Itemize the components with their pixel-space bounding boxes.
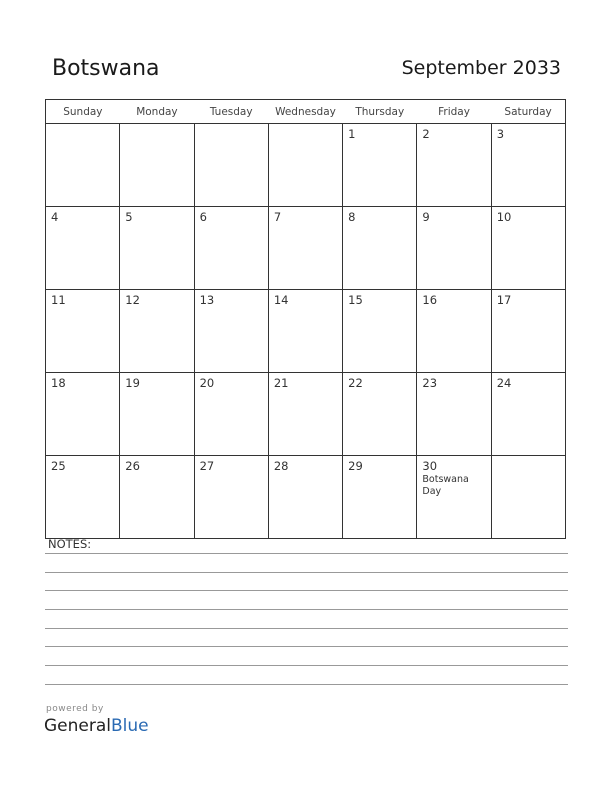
- calendar-grid: [45, 99, 566, 539]
- day-number: 14: [273, 293, 289, 307]
- day-cell: [343, 373, 417, 456]
- week-row: [46, 456, 566, 539]
- day-number: 27: [199, 459, 215, 473]
- day-number: 11: [51, 293, 66, 307]
- day-cell: [417, 124, 491, 207]
- day-number: 16: [422, 293, 438, 307]
- weekday-header-row: [46, 100, 566, 124]
- day-cell: [194, 456, 268, 539]
- day-cell: [343, 207, 417, 290]
- day-number: 20: [199, 376, 215, 390]
- brand-general: General: [44, 716, 111, 736]
- note-line: [45, 572, 568, 573]
- day-number: 30: [422, 459, 438, 473]
- day-cell: [268, 456, 342, 539]
- powered-by-text: powered by: [46, 704, 104, 714]
- day-cell: [491, 373, 565, 456]
- day-number: 7: [273, 210, 282, 224]
- note-line: [45, 665, 568, 666]
- day-cell: [417, 290, 491, 373]
- day-cell: [120, 124, 194, 207]
- weekday-wednesday: Wednesday: [268, 100, 342, 124]
- day-number: 2: [422, 127, 430, 141]
- day-cell: [46, 373, 120, 456]
- day-number: 1: [348, 127, 356, 141]
- weekday-tuesday: Tuesday: [194, 100, 268, 124]
- day-number: 6: [199, 210, 207, 224]
- day-number: 12: [125, 293, 140, 307]
- generalblue-logo: [44, 716, 149, 736]
- day-cell: [491, 124, 565, 207]
- note-line: [45, 646, 568, 647]
- day-cell: [46, 207, 120, 290]
- day-cell: [417, 373, 491, 456]
- day-number: 23: [422, 376, 438, 390]
- note-line: [45, 684, 568, 685]
- day-cell: [343, 290, 417, 373]
- day-cell: [120, 207, 194, 290]
- day-number: 21: [273, 376, 289, 390]
- day-cell: [46, 456, 120, 539]
- weekday-thursday: Thursday: [343, 100, 417, 124]
- day-number: 17: [496, 293, 512, 307]
- note-line: [45, 609, 568, 610]
- week-row: [46, 290, 566, 373]
- day-number: 24: [496, 376, 512, 390]
- day-cell: [46, 124, 120, 207]
- day-cell: [120, 290, 194, 373]
- weekday-friday: Friday: [417, 100, 491, 124]
- week-row: [46, 124, 566, 207]
- day-cell: [343, 124, 417, 207]
- day-cell: [194, 124, 268, 207]
- day-number: 8: [348, 210, 356, 224]
- month-year-title: September 2033: [401, 57, 561, 79]
- day-number: 4: [51, 210, 59, 224]
- week-row: [46, 373, 566, 456]
- day-cell: [268, 373, 342, 456]
- week-row: [46, 207, 566, 290]
- day-cell: [194, 207, 268, 290]
- day-number: 25: [51, 459, 66, 473]
- day-number: 28: [273, 459, 289, 473]
- day-cell: [268, 290, 342, 373]
- brand-blue: Blue: [111, 716, 149, 736]
- day-cell: [268, 124, 342, 207]
- note-line: [45, 553, 568, 554]
- weekday-monday: Monday: [120, 100, 194, 124]
- day-number: 5: [125, 210, 133, 224]
- day-number: 3: [496, 127, 505, 141]
- note-line: [45, 590, 568, 591]
- day-cell: [491, 207, 565, 290]
- day-cell: [491, 290, 565, 373]
- day-cell: [120, 373, 194, 456]
- country-title: Botswana: [52, 56, 160, 81]
- day-number: 29: [348, 459, 363, 473]
- notes-label: NOTES:: [48, 537, 92, 551]
- day-number: 10: [496, 210, 512, 224]
- day-number: 15: [348, 293, 363, 307]
- day-cell: [417, 456, 491, 539]
- day-number: 26: [125, 459, 140, 473]
- day-cell: [120, 456, 194, 539]
- weekday-sunday: Sunday: [46, 100, 120, 124]
- day-cell: [343, 456, 417, 539]
- day-number: 9: [422, 210, 430, 224]
- day-cell: [491, 456, 565, 539]
- day-cell: [194, 290, 268, 373]
- day-cell: [46, 290, 120, 373]
- day-number: 22: [348, 376, 363, 390]
- day-cell: [194, 373, 268, 456]
- weekday-saturday: Saturday: [491, 100, 565, 124]
- day-number: 13: [199, 293, 215, 307]
- day-number: 19: [125, 376, 140, 390]
- day-cell: [417, 207, 491, 290]
- note-line: [45, 628, 568, 629]
- holiday-label: Botswana Day: [422, 474, 469, 497]
- day-cell: [268, 207, 342, 290]
- day-number: 18: [51, 376, 66, 390]
